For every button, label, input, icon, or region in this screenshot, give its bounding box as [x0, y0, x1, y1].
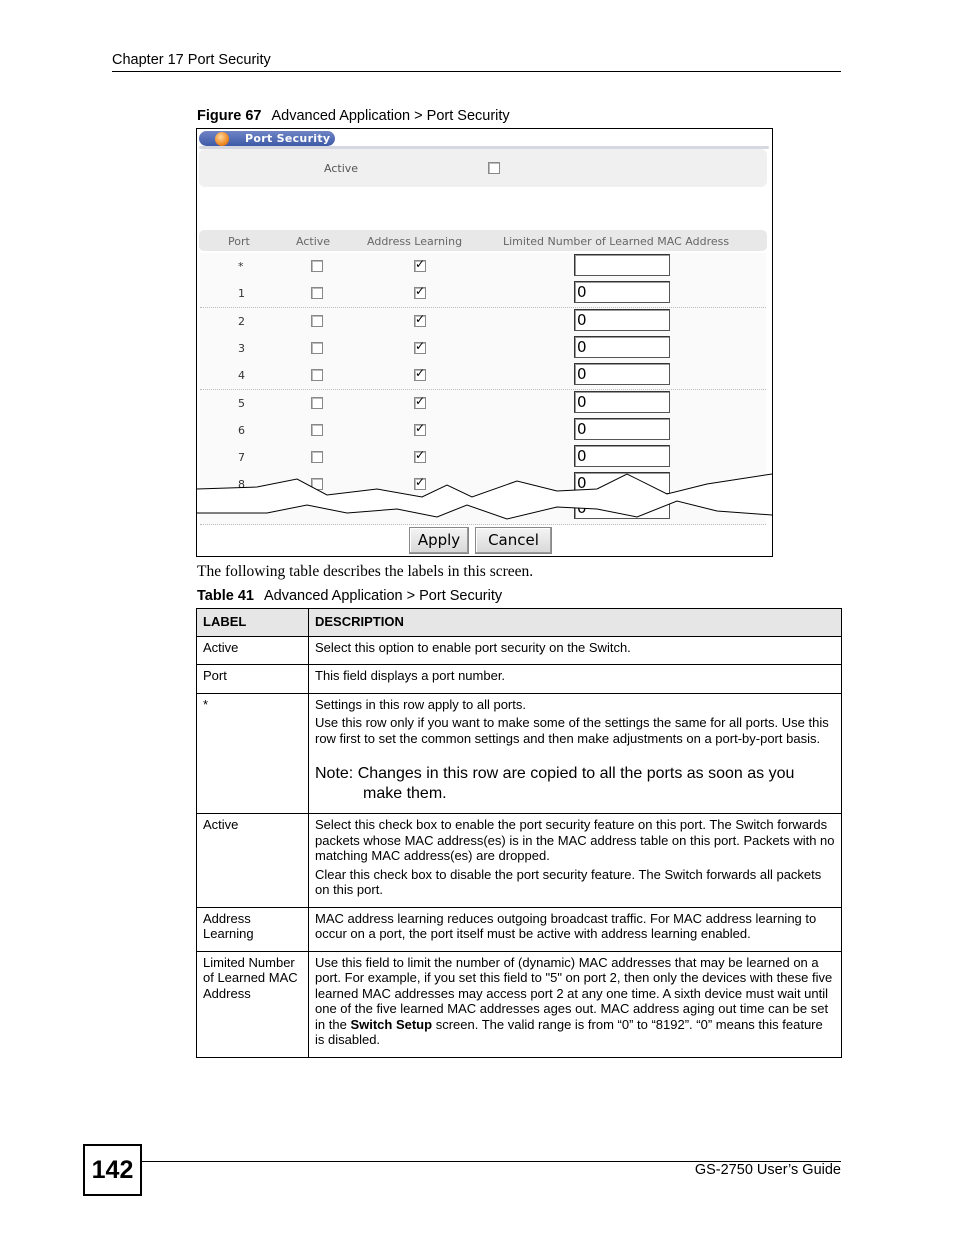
- figure-label: Figure 67: [197, 108, 262, 124]
- col-limited-mac: Limited Number of Learned MAC Address: [503, 235, 730, 248]
- figure-caption: [197, 108, 510, 124]
- row-description: [309, 636, 842, 665]
- note-text: Changes in this row are copied to all the ports as soon as you: [357, 765, 795, 782]
- table-label: Table 41: [197, 588, 254, 604]
- figure-title: Advanced Application > Port Security: [271, 108, 510, 124]
- table-row: [197, 814, 842, 908]
- page-number: 142: [83, 1144, 142, 1196]
- guide-title: GS-2750 User’s Guide: [694, 1162, 841, 1178]
- port-number: 6: [238, 423, 245, 437]
- row-label: Active: [197, 636, 309, 665]
- note: [315, 764, 835, 804]
- desc-text: Clear this check box to disable the port security feature. The Switch forwards all packets on this port.: [315, 866, 822, 897]
- table-row: [197, 693, 842, 814]
- desc-text: Select this check box to enable the port security feature on this port. The Switch forwards packets whose MAC address(es) is in the MAC address table on this port. Packets with no matching MAC address(es) are dropped.: [315, 817, 835, 863]
- description-table: [196, 608, 842, 1058]
- row-description: [309, 907, 842, 951]
- mac-limit-input[interactable]: 0: [574, 391, 670, 413]
- mac-limit-input[interactable]: 0: [574, 309, 670, 331]
- table-caption: [197, 588, 502, 604]
- row-label: Active: [197, 814, 309, 908]
- desc-text: MAC address learning reduces outgoing broadcast traffic. For MAC address learning to occur on a port, the port itself must be active with address learning enabled.: [315, 910, 817, 941]
- chapter-header: Chapter 17 Port Security: [112, 52, 271, 68]
- desc-part: screen. The valid range is from “0” to “8192”. “0” means this feature is disabled.: [315, 1016, 823, 1047]
- mac-limit-input[interactable]: 0: [574, 281, 670, 303]
- desc-text: Use this row only if you want to make some of the settings the same for all ports. Use this row first to set the common settings and then make adjustments on a port-by-port basis.: [315, 715, 829, 746]
- row-description: [309, 951, 842, 1057]
- cancel-button[interactable]: Cancel: [475, 527, 552, 554]
- note-prefix: Note:: [315, 765, 354, 782]
- row-description: [309, 693, 842, 814]
- port-number: 3: [238, 341, 245, 355]
- table-title: Advanced Application > Port Security: [263, 588, 503, 604]
- desc-text: Settings in this row apply to all ports.: [315, 696, 526, 712]
- row-label: Port: [197, 665, 309, 694]
- row-description: [309, 665, 842, 694]
- col-port: Port: [228, 235, 250, 248]
- row-label: Address Learning: [197, 907, 309, 951]
- table-row: [197, 665, 842, 694]
- port-security-screenshot: [196, 128, 773, 557]
- table-row: [197, 907, 842, 951]
- desc-text: Select this option to enable port security on the Switch.: [315, 639, 631, 655]
- mac-limit-input[interactable]: 0: [574, 445, 670, 467]
- intro-text: The following table describes the labels in this screen.: [197, 563, 534, 580]
- row-label: *: [197, 693, 309, 814]
- desc-part: Use this field to limit the number of (dynamic) MAC addresses that may be learned on a port. For example, if you set this field to "5" on port 2, then only the devices with these five learned MAC addresses may access port 2 at any one time. A sixth device must wait until one of the five learned MAC addresses ages out. MAC address aging out time can be set in the: [315, 954, 833, 1032]
- mac-limit-input[interactable]: 0: [574, 472, 670, 494]
- header-rule: [112, 71, 841, 72]
- global-active-label: Active: [324, 162, 359, 175]
- screen-title: Port Security: [245, 132, 331, 145]
- mac-limit-input[interactable]: 0: [574, 336, 670, 358]
- mac-limit-input[interactable]: 0: [574, 363, 670, 385]
- switch-setup-ref: Switch Setup: [350, 1016, 433, 1032]
- note-text-continued: make them.: [363, 785, 447, 802]
- row-description: [309, 814, 842, 908]
- break-lines: [197, 129, 772, 556]
- break-gap: [197, 474, 772, 519]
- port-number: *: [238, 260, 244, 273]
- port-number: 5: [238, 396, 245, 410]
- head-label: LABEL: [197, 609, 309, 637]
- port-number: 4: [238, 369, 245, 383]
- port-number: 8: [238, 478, 245, 492]
- port-number: 1: [238, 287, 245, 301]
- desc-text: This field displays a port number.: [315, 668, 506, 683]
- desc-text: [315, 955, 835, 1048]
- row-label: Limited Number of Learned MAC Address: [197, 951, 309, 1057]
- table-header-row: [197, 609, 842, 637]
- head-description: DESCRIPTION: [309, 609, 842, 637]
- port-number: 2: [238, 314, 245, 328]
- mac-limit-input[interactable]: 0: [574, 418, 670, 440]
- table-row: [197, 636, 842, 665]
- port-number: 7: [238, 451, 245, 465]
- col-active: Active: [296, 235, 331, 248]
- apply-button[interactable]: Apply: [409, 527, 469, 554]
- table-row: [197, 951, 842, 1057]
- col-address-learning: Address Learning: [367, 235, 463, 248]
